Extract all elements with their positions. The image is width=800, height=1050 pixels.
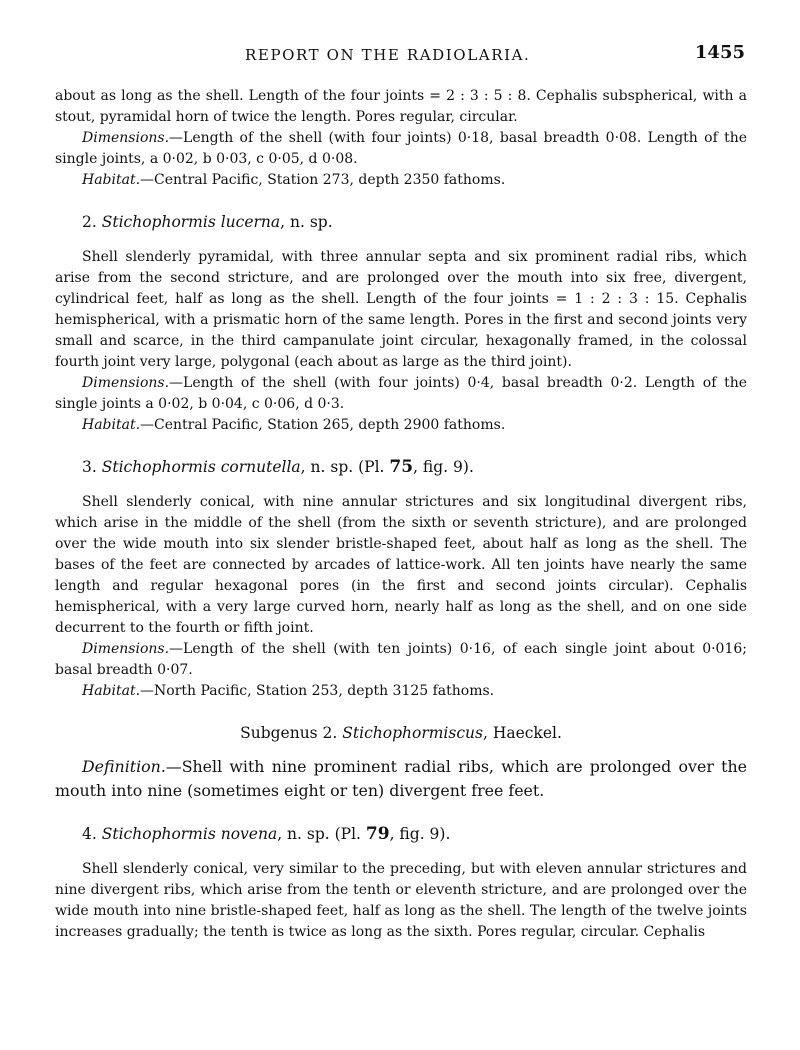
species-4-description: Shell slenderly conical, very similar to the preceding, but with eleven annular strictures and nine divergent ribs, which arise from the tenth or eleventh stricture, and are prolonged over the wide mouth into nine bristle-shaped feet, half as long as the shell. The length of the twelve joints increases gradually; the tenth is twice as long as the sixth. Pores regular, circular. Cephalis	[55, 861, 747, 940]
running-head: REPORT ON THE RADIOLARIA.	[245, 46, 531, 64]
subgenus-heading	[55, 722, 747, 744]
dimensions-label: Dimensions.	[82, 641, 170, 657]
dimensions-label: Dimensions.	[82, 375, 170, 391]
species-suffix: , n. sp.	[280, 213, 333, 231]
species-3-heading	[82, 456, 747, 478]
habitat-label: Habitat.	[82, 172, 141, 188]
definition-label: Definition.	[82, 757, 166, 776]
plate-number: 75	[389, 457, 414, 477]
definition-text: —Shell with nine prominent radial ribs, which are prolonged over the mouth into nine (sometimes eight or ten) divergent free feet.	[55, 757, 747, 800]
habitat-label: Habitat.	[82, 417, 141, 433]
dimensions-text: —Length of the shell (with four joints) 0·18, basal breadth 0·08. Length of the single joints, a 0·02, b 0·03, c 0·05, d 0·08.	[55, 130, 747, 167]
species-3-description: Shell slenderly conical, with nine annular strictures and six longitudinal divergent ribs, which arise in the middle of the shell (from the sixth or seventh stricture), and are prolonged over the wide mouth into six slender bristle-shaped feet, about half as long as the shell. The bases of the feet are connected by arcades of lattice-work. All ten joints have nearly the same length and regular hexagonal pores (in the first and second joints circular). Cephalis hemispherical, with a very large curved horn, nearly half as long as the shell, and on one side decurrent to the fourth or fifth joint.	[55, 494, 747, 636]
species-number: 2.	[82, 213, 97, 231]
dimensions-text: —Length of the shell (with four joints) 0·4, basal breadth 0·2. Length of the single joints a 0·02, b 0·04, c 0·06, d 0·3.	[55, 375, 747, 412]
subgenus-suffix: , Haeckel.	[482, 724, 562, 742]
species-1-habitat	[55, 170, 747, 191]
subgenus-prefix: Subgenus 2.	[240, 724, 343, 742]
figure-ref: , fig. 9).	[389, 825, 451, 843]
species-number: 3.	[82, 458, 97, 476]
subgenus-definition	[55, 755, 747, 803]
species-suffix: , n. sp. (Pl.	[277, 825, 366, 843]
habitat-text: —North Pacific, Station 253, depth 3125 fathoms.	[140, 683, 495, 699]
species-2-heading	[82, 211, 747, 233]
species-2-habitat	[55, 415, 747, 436]
page-header	[0, 42, 800, 66]
species-2-dimensions	[55, 373, 747, 415]
dimensions-text: —Length of the shell (with ten joints) 0·16, of each single joint about 0·016; basal breadth 0·07.	[55, 641, 747, 678]
species-name: Stichophormis lucerna	[101, 213, 281, 231]
species-name: Stichophormis cornutella	[101, 458, 301, 476]
plate-number: 79	[365, 824, 390, 844]
dimensions-label: Dimensions.	[82, 130, 170, 146]
habitat-text: —Central Pacific, Station 265, depth 2900 fathoms.	[140, 417, 506, 433]
species-2-description: Shell slenderly pyramidal, with three annular septa and six prominent radial ribs, which arise from the second stricture, and are prolonged over the mouth into six free, divergent, cylindrical feet, half as long as the shell. Length of the four joints = 1 : 2 : 3 : 15. Cephalis hemispherical, with a prismatic horn of the same length. Pores in the first and second joints very small and scarce, in the third campanulate joint circular, hexagonally framed, in the colossal fourth joint very large, polygonal (each about as large as the third joint).	[55, 249, 747, 370]
species-1-dimensions	[55, 128, 747, 170]
page-body	[55, 86, 747, 943]
species-1-description: about as long as the shell. Length of the four joints = 2 : 3 : 5 : 8. Cephalis subspherical, with a stout, pyramidal horn of twice the length. Pores regular, circular.	[55, 88, 747, 125]
subgenus-name: Stichophormiscus	[342, 724, 483, 742]
habitat-text: —Central Pacific, Station 273, depth 2350 fathoms.	[140, 172, 506, 188]
species-3-habitat	[55, 681, 747, 702]
habitat-label: Habitat.	[82, 683, 141, 699]
species-name: Stichophormis novena	[101, 825, 278, 843]
species-number: 4.	[82, 825, 97, 843]
page-number: 1455	[694, 42, 745, 63]
figure-ref: , fig. 9).	[413, 458, 474, 476]
species-suffix: , n. sp. (Pl.	[300, 458, 390, 476]
species-3-dimensions	[55, 639, 747, 681]
species-4-heading	[82, 823, 747, 845]
